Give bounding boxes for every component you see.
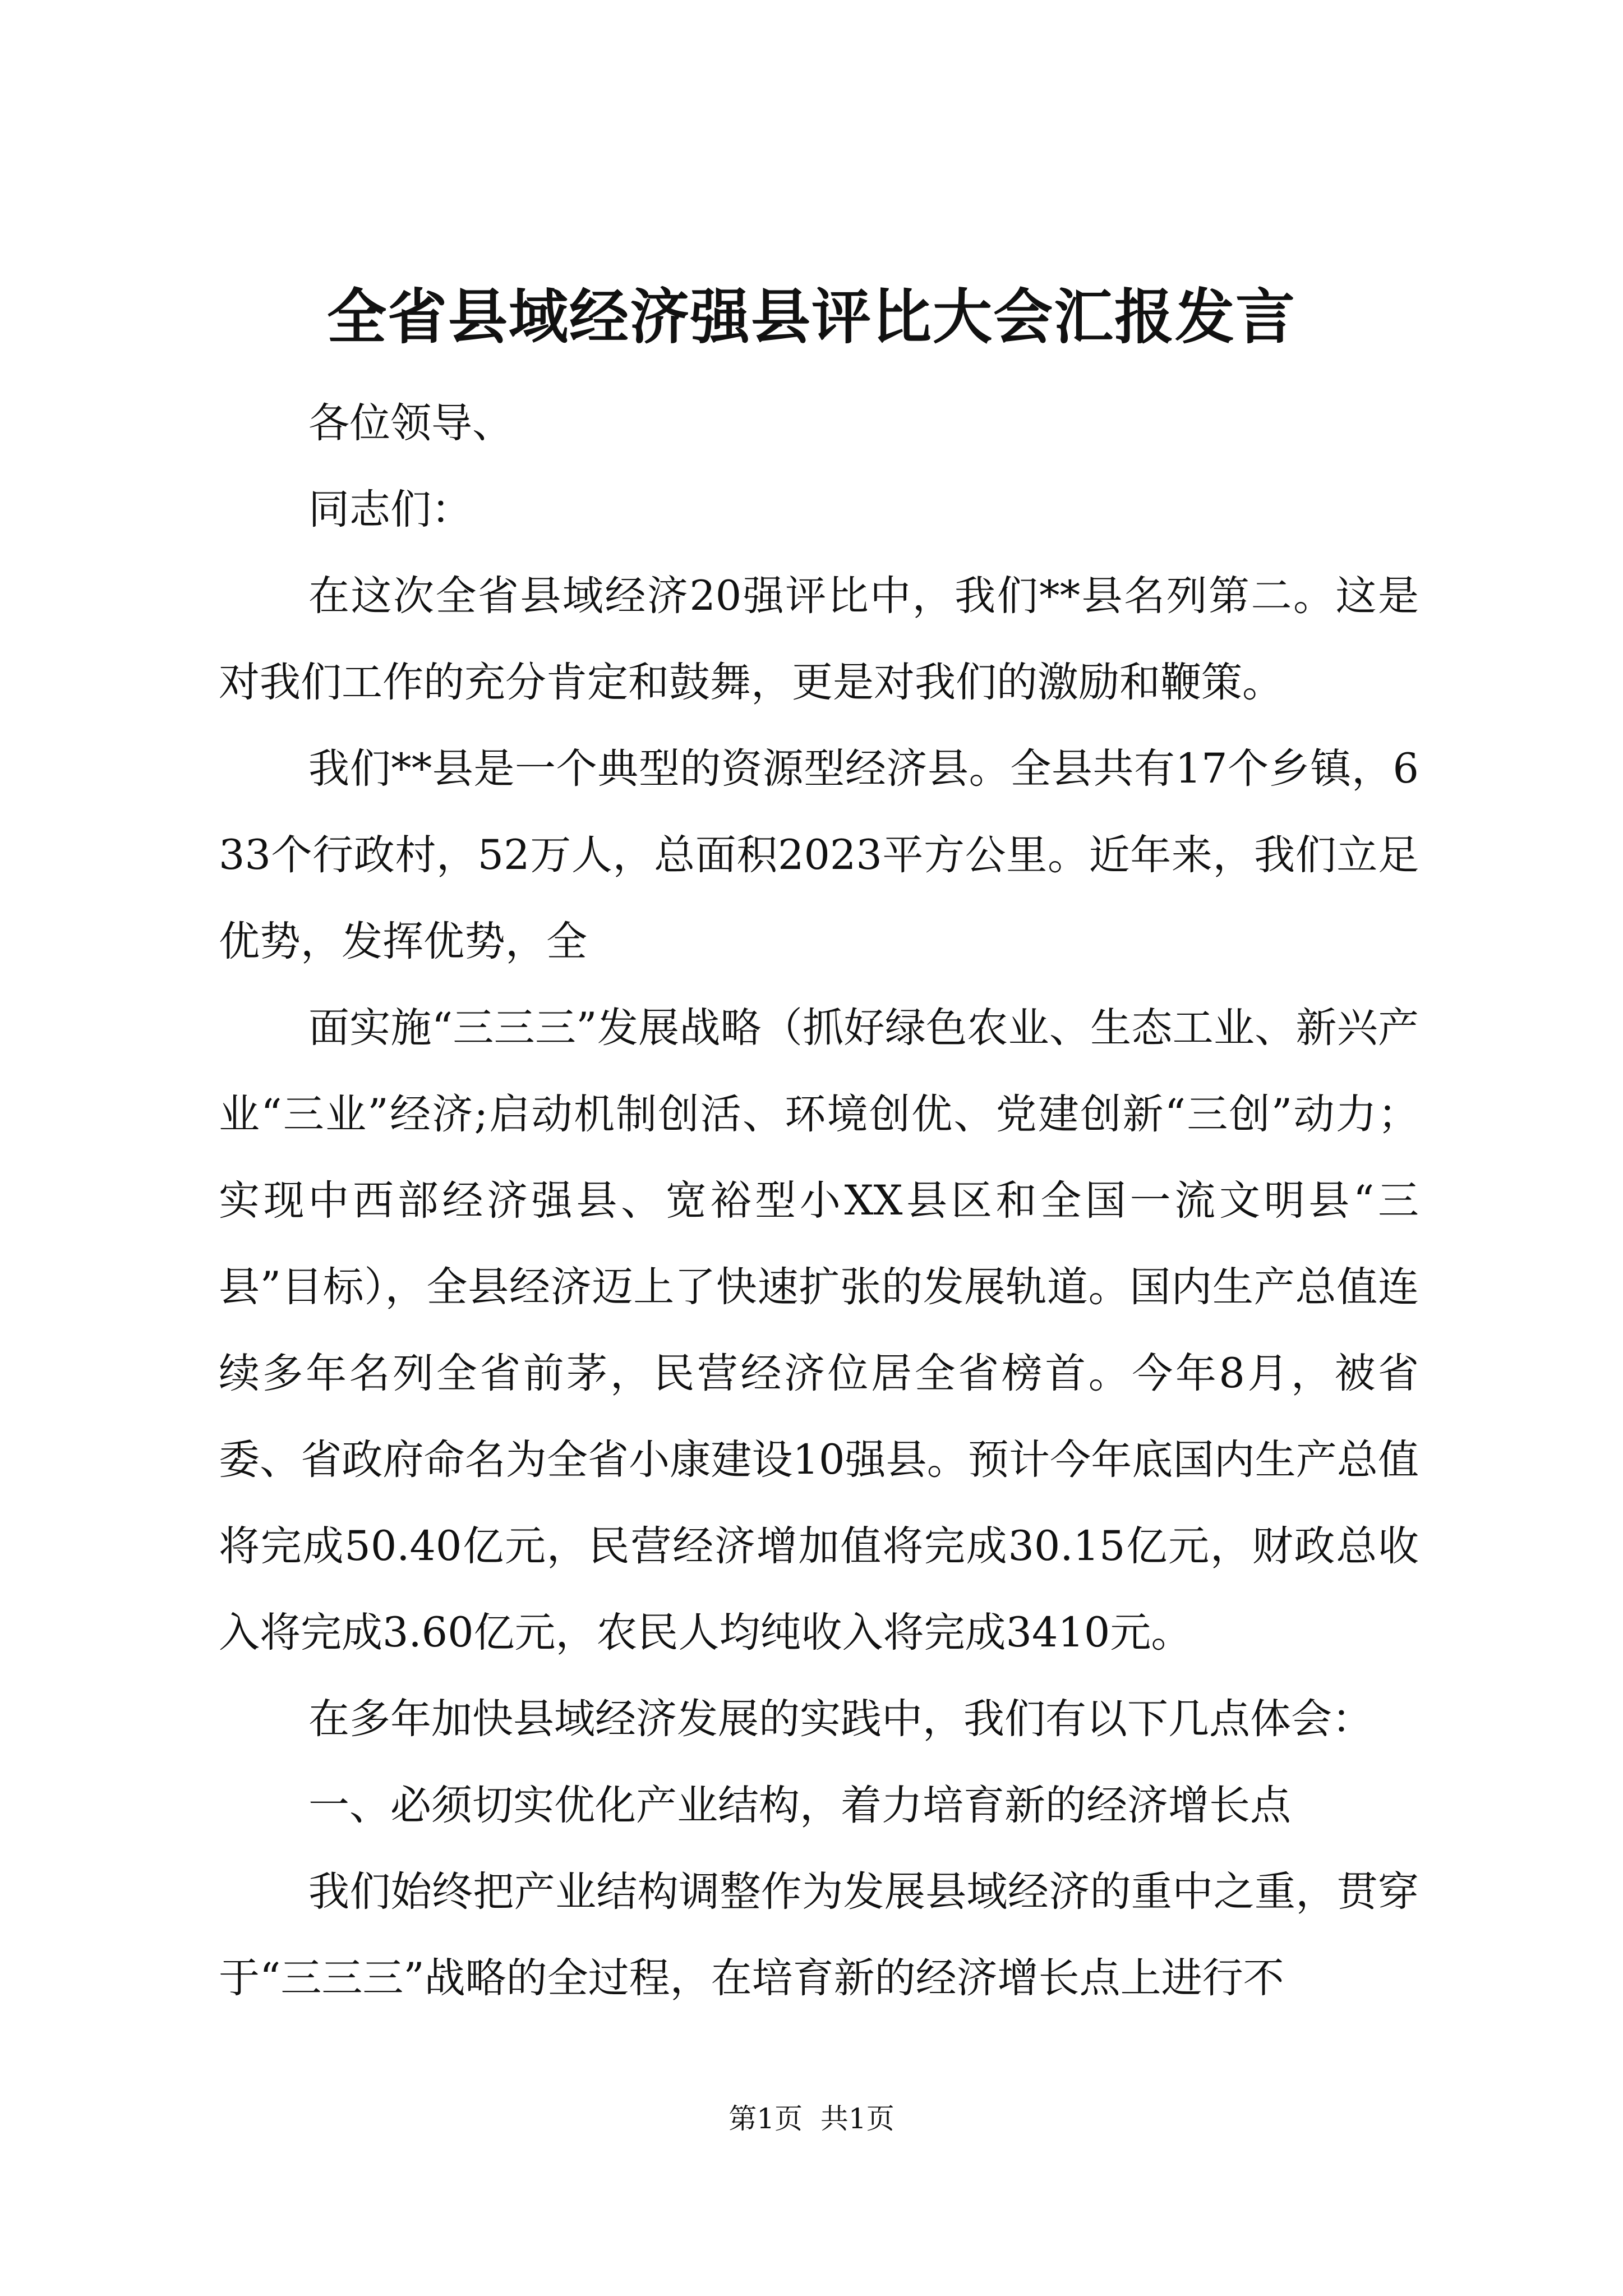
paragraph-strategy: 面实施“三三三”发展战略（抓好绿色农业、生态工业、新兴产业“三业”经济;启动机制创活、环境创优、党建创新“三创”动力；实现中西部经济强县、宽裕型小XX县区和全国一流文明县“三县”目标），全县经济迈上了快速扩张的发展轨道。国内生产总值连续多年名列全省前茅，民营经济位居全省榜首。今年8月，被省委、省政府命名为全省小康建设10强县。预计今年底国内生产总值将完成50.40亿元，民营经济增加值将完成30.15亿元，财政总收入将完成3.60亿元，农民人均纯收入将完成3410元。: [219, 1004, 1419, 1657]
paragraph-industry-structure: 我们始终把产业结构调整作为发展县域经济的重中之重，贯穿于“三三三”战略的全过程，在培育新的经济增长点上进行不: [219, 1868, 1419, 2002]
salutation-line-2: 同志们：: [308, 486, 472, 533]
paragraph-experience-intro: 在多年加快县域经济发展的实践中，我们有以下几点体会：: [308, 1695, 1373, 1743]
document-title: 全省县域经济强县评比大会汇报发言: [327, 282, 1296, 352]
page-number-footer: 第1页 共1页: [728, 2102, 895, 2135]
paragraph-ranking: 在这次全省县域经济20强评比中，我们**县名列第二。这是对我们工作的充分肯定和鼓舞，更是对我们的激励和鞭策。: [219, 572, 1419, 706]
paragraph-county-overview: 我们**县是一个典型的资源型经济县。全县共有17个乡镇，633个行政村，52万人，总面积2023平方公里。近年来，我们立足优势，发挥优势，全: [219, 745, 1419, 965]
salutation-line-1: 各位领导、: [308, 399, 513, 447]
section-heading-1: 一、必须切实优化产业结构，着力培育新的经济增长点: [308, 1782, 1291, 1829]
document-body: [219, 380, 1419, 2022]
